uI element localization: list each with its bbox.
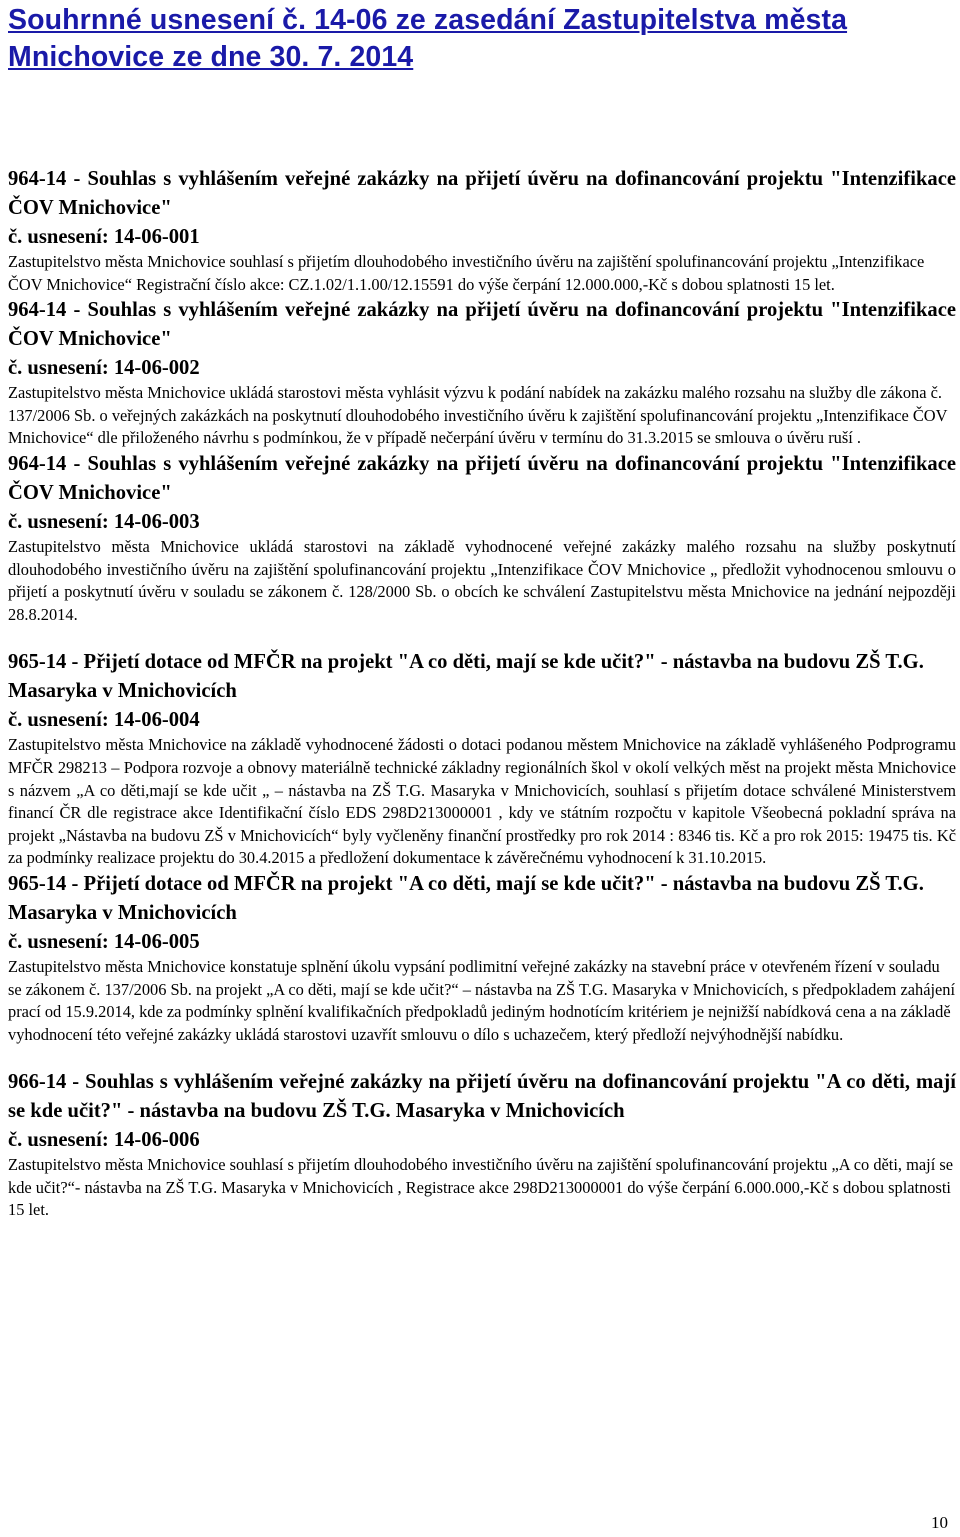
resolution-section-001 <box>8 165 956 296</box>
resolution-section-003 <box>8 450 956 626</box>
section-gap <box>8 626 956 648</box>
resolution-section-004 <box>8 648 956 870</box>
resolution-number: č. usnesení: 14-06-006 <box>8 1129 200 1152</box>
document-title-line-1: Souhrnné usnesení č. 14-06 ze zasedání Zastupitelstva města <box>8 4 848 36</box>
resolution-text: Zastupitelstvo města Mnichovice na základě vyhodnocené žádosti o dotaci podanou městem Mnichovice na základě vyhlášeného Podprogramu MFČR 298213 – Podpora rozvoje a obnovy materiálně technické základny regionálních škol v okolí velkých měst na projekt města Mnichovice s názvem „A co děti,mají se kde učit „ – nástavba na ZŠ T.G. Masaryka v Mnichovicích, souhlasí s přijetím dotace schválené Ministerstvem financí ČR dle registrace akce Identifikační číslo EDS 298D213000001 , kdy ve státním rozpočtu v kapitole Všeobecná pokladní správa na projekt „Nástavba na budovu ZŠ v Mnichovicích“ byly vyčleněny finanční prostředky pro rok 2014 : 8346 tis. Kč a pro rok 2015: 19475 tis. Kč za podmínky realizace projektu do 30.4.2015 a předložení dokumentace k závěrečnému vyhodnocení k 31.10.2015. <box>8 735 956 868</box>
section-gap <box>8 1046 956 1068</box>
section-heading: 964-14 - Souhlas s vyhlášením veřejné zakázky na přijetí úvěru na dofinancování projektu "Intenzifikace ČOV Mnichovice" <box>8 452 956 504</box>
section-heading: 964-14 - Souhlas s vyhlášením veřejné zakázky na přijetí úvěru na dofinancování projektu "Intenzifikace ČOV Mnichovice" <box>8 168 956 219</box>
resolution-text: Zastupitelstvo města Mnichovice souhlasí s přijetím dlouhodobého investičního úvěru na zajištění spolufinancování projektu „Intenzifikace ČOV Mnichovice“ Registrační číslo akce: CZ.1.02/1.1.00/12.15591 do výše čerpání 12.000.000,-Kč s dobou splatnosti 15 let. <box>8 252 925 294</box>
section-heading: 966-14 - Souhlas s vyhlášením veřejné zakázky na přijetí úvěru na dofinancování projektu "A co děti, mají se kde učit?" - nástavba na budovu ZŠ T.G. Masaryka v Mnichovicích <box>8 1071 956 1123</box>
resolution-number: č. usnesení: 14-06-001 <box>8 226 200 248</box>
resolution-text: Zastupitelstvo města Mnichovice konstatuje splnění úkolu vypsání podlimitní veřejné zakázky na stavební práce v otevřeném řízení v souladu se zákonem č. 137/2006 Sb. na projekt „A co děti, mají se kde učit?“ – nástavba na ZŠ T.G. Masaryka v Mnichovicích, s předpokladem zahájení prací od 15.9.2014, kde za podmínky splnění kvalifikačních předpokladů jediným hodnotícím kritériem je nejnižší nabídková cena a na základě vyhodnocení této veřejné zakázky ukládá starostovi uzavřít smlouvu o dílo s uchazečem, který předloží nejvýhodnější nabídku. <box>8 956 956 1044</box>
resolution-section-005 <box>8 870 956 1046</box>
document-title-line-2: Mnichovice ze dne 30. 7. 2014 <box>8 41 414 73</box>
section-heading: 965-14 - Přijetí dotace od MFČR na projekt "A co děti, mají se kde učit?" - nástavba na budovu ZŠ T.G. Masaryka v Mnichovicích <box>8 872 924 924</box>
resolution-text: Zastupitelstvo města Mnichovice ukládá starostovi na základě vyhodnocené veřejné zakázky malého rozsahu na služby poskytnutí dlouhodobého investičního úvěru na zajištění spolufinancování projektu „Intenzifikace ČOV Mnichovice „ předložit vyhodnocenou smlouvu o přijetí a poskytnutí úvěru v souladu se zákonem č. 128/2000 Sb. o obcích ke schválení Zastupitelstvu města Mnichovice na jednání nejpozději 28.8.2014. <box>8 536 956 624</box>
page-number: 10 <box>931 1513 948 1532</box>
resolution-number: č. usnesení: 14-06-003 <box>8 510 200 533</box>
title-spacer <box>8 76 956 165</box>
document-page <box>8 0 956 1537</box>
resolution-number: č. usnesení: 14-06-005 <box>8 930 200 953</box>
resolution-text: Zastupitelstvo města Mnichovice souhlasí s přijetím dlouhodobého investičního úvěru na zajištění spolufinancování projektu „A co děti, mají se kde učit?“- nástavba na ZŠ T.G. Masaryka v Mnichovicích , Registrace akce 298D213000001 do výše čerpání 6.000.000,-Kč s dobou splatnosti 15 let. <box>8 1155 953 1220</box>
section-heading: 965-14 - Přijetí dotace od MFČR na projekt "A co děti, mají se kde učit?" - nástavba na budovu ZŠ T.G. Masaryka v Mnichovicích <box>8 651 924 703</box>
section-heading: 964-14 - Souhlas s vyhlášením veřejné zakázky na přijetí úvěru na dofinancování projektu "Intenzifikace ČOV Mnichovice" <box>8 299 956 351</box>
resolution-number: č. usnesení: 14-06-002 <box>8 357 200 380</box>
resolution-section-002 <box>8 296 956 450</box>
resolution-number: č. usnesení: 14-06-004 <box>8 709 200 732</box>
resolution-text: Zastupitelstvo města Mnichovice ukládá starostovi města vyhlásit výzvu k podání nabídek na zakázku malého rozsahu na služby dle zákona č. 137/2006 Sb. o veřejných zakázkách na poskytnutí dlouhodobého investičního úvěru k zajištění spolufinancování projektu „Intenzifikace ČOV Mnichovice“ dle přiloženého návrhu s podmínkou, že v případě nečerpání úvěru v termínu do 31.3.2015 se smlouva o úvěru ruší . <box>8 383 948 448</box>
document-title <box>8 0 956 76</box>
resolution-section-006 <box>8 1068 956 1222</box>
